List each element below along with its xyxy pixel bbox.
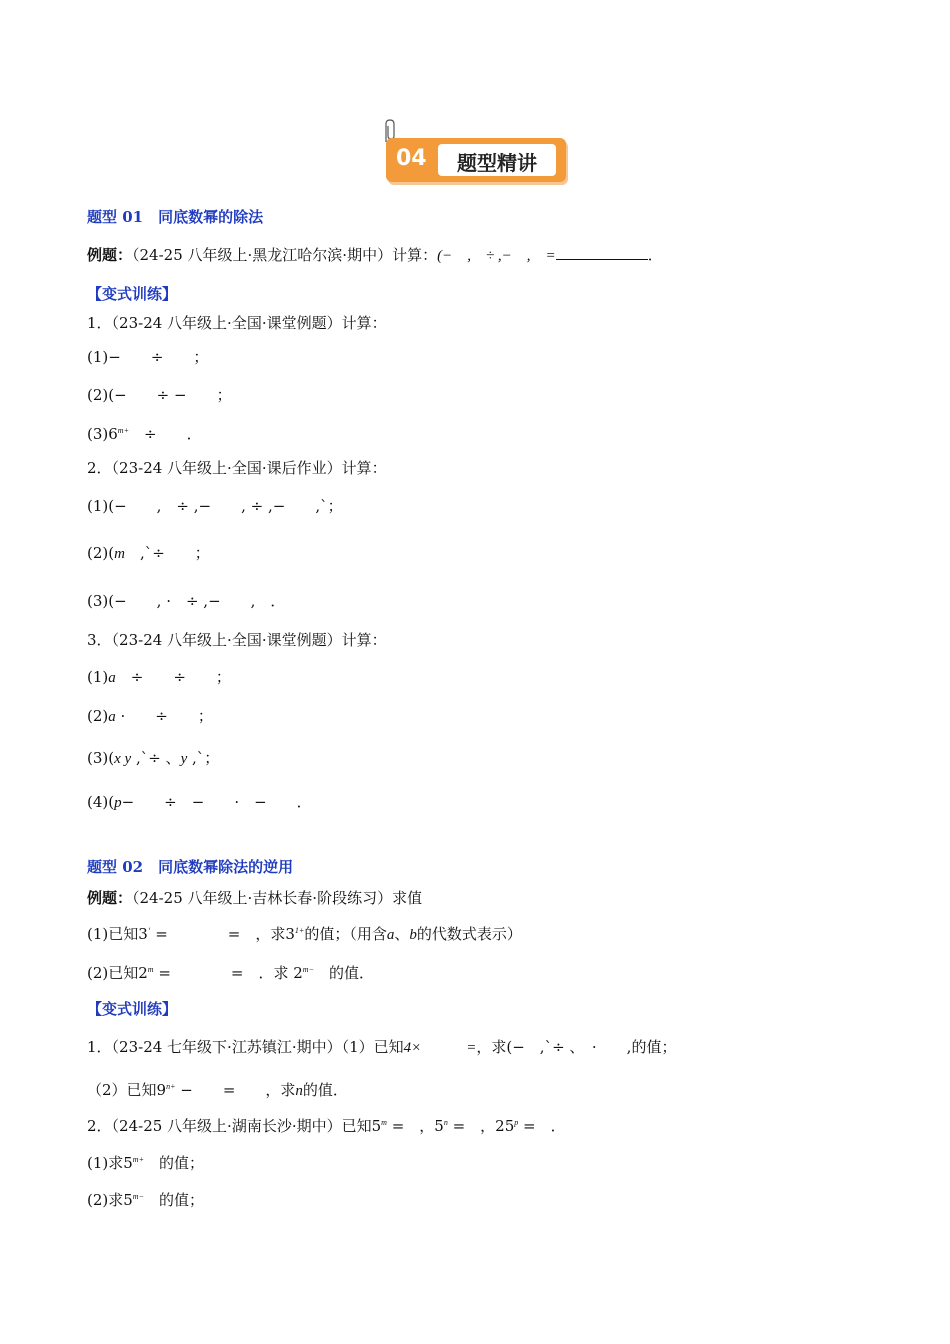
practice-label-1: 【变式训练】	[87, 285, 178, 303]
section2-example	[87, 887, 422, 908]
example-label: 例题：	[87, 889, 133, 907]
q2-item-2: (2)(m ,`÷ ；	[87, 544, 210, 562]
q3-item-2: (2)a · ÷ ；	[87, 707, 213, 725]
s2-q2-item-2: (2)求$5^{m-}$ 的值；	[87, 1191, 204, 1209]
q2-item-1: (1)(− , ÷ ,− , ÷ ,− ,`；	[87, 497, 343, 515]
example-text: （24-25 八年级上·吉林长春·阶段练习）求值	[132, 889, 423, 907]
s2-example-1: (1)已知$3^ʻ$ = = ，求$3^{1+}$的值；（用含a、b的代数式表示）	[87, 925, 522, 943]
q1-item-1: (1)− ÷ ；	[87, 348, 209, 366]
q1-item-3: $(3)6^{m+}$ ÷ ．	[87, 425, 202, 443]
answer-blank[interactable]	[556, 245, 648, 260]
q2-item-3: (3)(− , · ÷ ,− , ．	[87, 592, 286, 610]
q1-item-2: (2)(− ÷ − ；	[87, 386, 232, 404]
section1-heading: 题型 01 同底数幂的除法	[87, 208, 264, 226]
q3-item-3: (3)(x y ,`÷ 、y ,`；	[87, 749, 220, 767]
section-badge	[386, 138, 566, 182]
practice-label-2: 【变式训练】	[87, 1000, 178, 1018]
section1-example: 例题：（24-25 八年级上·黑龙江哈尔滨·期中）计算：(− , ÷ ,− , = ．	[87, 246, 663, 264]
q1-stem: 1．（23-24 八年级上·全国·课堂例题）计算：	[87, 314, 387, 332]
s2-q2-item-1: (1)求$5^{m+}$ 的值；	[87, 1154, 204, 1172]
example-label: 例题：	[87, 246, 133, 264]
example-text: （24-25 八年级上·黑龙江哈尔滨·期中）计算：	[132, 246, 438, 264]
q3-item-4: (4)(p− ÷ − · − ．	[87, 793, 312, 811]
s2-example-2: (2)已知$2^m$ = = ．求 $2^{m-}$ 的值．	[87, 964, 374, 982]
s2-q1-line1: 1．（23-24 七年级下·江苏镇江·期中）（1）已知4× =，求(− ,`÷ 、 · ,的值；	[87, 1038, 677, 1056]
section2-heading: 题型 02 同底数幂除法的逆用	[87, 858, 294, 876]
example-expression: (− , ÷ ,− , =	[437, 248, 556, 264]
s2-q2-stem: 2．（24-25 八年级上·湖南长沙·期中）已知$5^m$ = ，$5^n$ = ，$25^p$ = ．	[87, 1117, 566, 1135]
badge-title: 题型精讲	[457, 151, 537, 175]
badge-number: 04	[396, 146, 427, 171]
s2-q1-line2: （2）已知$9^{n+}$ − = ，求n的值．	[87, 1081, 348, 1099]
q2-stem: 2．（23-24 八年级上·全国·课后作业）计算：	[87, 459, 387, 477]
q3-stem: 3．（23-24 八年级上·全国·课堂例题）计算：	[87, 631, 387, 649]
q3-item-1: (1)a ÷ ÷ ；	[87, 668, 231, 686]
badge-pill	[438, 144, 556, 176]
